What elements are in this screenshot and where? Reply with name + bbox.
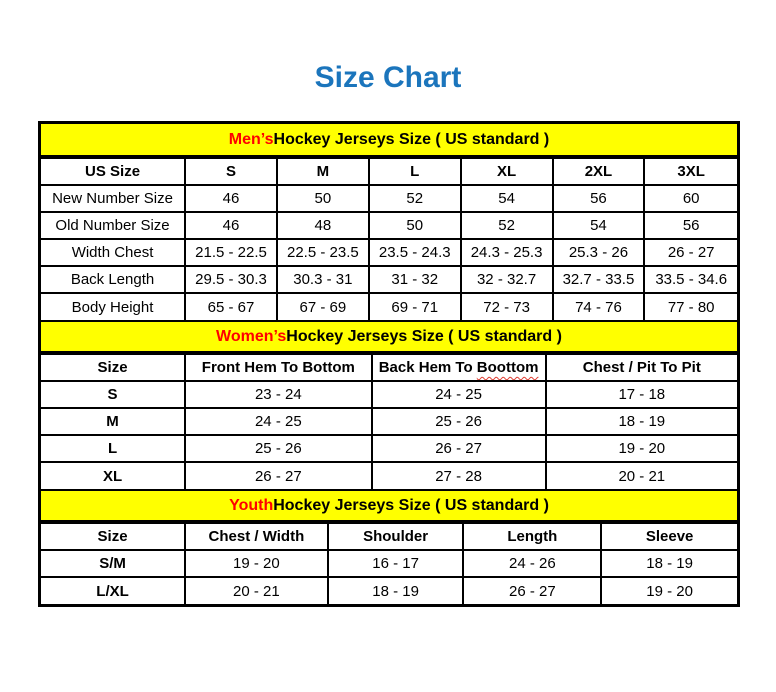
table-cell: 48 (277, 212, 369, 239)
table-cell: 54 (461, 185, 553, 212)
table-cell: S/M (41, 550, 185, 577)
table-cell: 16 - 17 (328, 550, 464, 577)
table-row (41, 550, 737, 577)
table-cell: 50 (277, 185, 369, 212)
misspelled-word: Boottom (476, 359, 539, 376)
table-cell: XL (41, 462, 185, 489)
youth-size-table (41, 522, 737, 604)
table-cell: Body Height (41, 293, 185, 320)
column-header: Front Hem To Bottom (185, 354, 372, 381)
table-cell: 23 - 24 (185, 381, 372, 408)
table-cell: 67 - 69 (277, 293, 369, 320)
table-cell: 27 - 28 (372, 462, 546, 489)
youth-banner (41, 489, 737, 522)
column-header: Sleeve (601, 523, 737, 550)
table-cell: 33.5 - 34.6 (644, 266, 737, 293)
table-cell: 19 - 20 (185, 550, 328, 577)
table-cell: 72 - 73 (461, 293, 553, 320)
table-cell: 52 (461, 212, 553, 239)
table-row (41, 293, 737, 320)
table-row (41, 266, 737, 293)
table-cell: 29.5 - 30.3 (185, 266, 277, 293)
table-cell: L (41, 435, 185, 462)
column-header: Size (41, 354, 185, 381)
table-cell: 46 (185, 185, 277, 212)
column-header: Length (463, 523, 601, 550)
table-cell: 25.3 - 26 (553, 239, 645, 266)
column-header: Size (41, 523, 185, 550)
mens-banner (41, 124, 737, 157)
column-header: S (185, 158, 277, 185)
table-cell: 46 (185, 212, 277, 239)
table-cell: Width Chest (41, 239, 185, 266)
table-cell: 24 - 26 (463, 550, 601, 577)
page-title: Size Chart (314, 61, 462, 94)
table-row (41, 408, 737, 435)
table-cell: Back Length (41, 266, 185, 293)
column-header: XL (461, 158, 553, 185)
table-cell: 26 - 27 (372, 435, 546, 462)
table-cell: 26 - 27 (185, 462, 372, 489)
mens-banner-text: Hockey Jerseys Size ( US standard ) (273, 130, 550, 148)
size-chart (38, 121, 740, 607)
table-cell: 19 - 20 (601, 577, 737, 604)
table-row (41, 239, 737, 266)
column-header: 2XL (553, 158, 645, 185)
table-row (41, 577, 737, 604)
womens-banner-highlight: Women’s (216, 327, 287, 345)
table-cell: 21.5 - 22.5 (185, 239, 277, 266)
table-cell: 56 (553, 185, 645, 212)
youth-size-section (41, 489, 737, 604)
table-cell: 65 - 67 (185, 293, 277, 320)
table-row (41, 462, 737, 489)
column-header: Chest / Pit To Pit (546, 354, 737, 381)
mens-size-section (41, 124, 737, 320)
table-cell: 52 (369, 185, 461, 212)
table-cell: M (41, 408, 185, 435)
table-cell: 30.3 - 31 (277, 266, 369, 293)
womens-banner (41, 320, 737, 353)
table-cell: 31 - 32 (369, 266, 461, 293)
womens-size-section (41, 320, 737, 489)
table-row (41, 435, 737, 462)
column-header: 3XL (644, 158, 737, 185)
table-cell: 18 - 19 (601, 550, 737, 577)
table-row (41, 212, 737, 239)
table-cell: 56 (644, 212, 737, 239)
table-row (41, 185, 737, 212)
table-cell: 32 - 32.7 (461, 266, 553, 293)
womens-size-table (41, 353, 737, 489)
header-row (41, 354, 737, 381)
column-header: US Size (41, 158, 185, 185)
table-cell: 23.5 - 24.3 (369, 239, 461, 266)
youth-banner-highlight: Youth (229, 496, 274, 514)
table-cell: Old Number Size (41, 212, 185, 239)
table-cell: 20 - 21 (185, 577, 328, 604)
table-cell: 18 - 19 (328, 577, 464, 604)
table-cell: 32.7 - 33.5 (553, 266, 645, 293)
table-cell: 26 - 27 (463, 577, 601, 604)
mens-size-table (41, 157, 737, 320)
table-row (41, 381, 737, 408)
column-header: Shoulder (328, 523, 464, 550)
table-cell: 24 - 25 (185, 408, 372, 435)
table-cell: 25 - 26 (372, 408, 546, 435)
table-cell: 69 - 71 (369, 293, 461, 320)
table-cell: 20 - 21 (546, 462, 737, 489)
youth-banner-text: Hockey Jerseys Size ( US standard ) (273, 496, 549, 514)
table-cell: 22.5 - 23.5 (277, 239, 369, 266)
table-cell: 25 - 26 (185, 435, 372, 462)
table-cell: L/XL (41, 577, 185, 604)
womens-banner-text: Hockey Jerseys Size ( US standard ) (286, 327, 562, 345)
table-cell: 17 - 18 (546, 381, 737, 408)
table-cell: 50 (369, 212, 461, 239)
column-header: Chest / Width (185, 523, 328, 550)
header-row (41, 523, 737, 550)
table-cell: 19 - 20 (546, 435, 737, 462)
table-cell: 74 - 76 (553, 293, 645, 320)
header-row (41, 158, 737, 185)
table-cell: 18 - 19 (546, 408, 737, 435)
mens-banner-highlight: Men’s (228, 130, 274, 148)
table-cell: 54 (553, 212, 645, 239)
table-cell: New Number Size (41, 185, 185, 212)
column-header: Back Hem To Boottom (372, 354, 546, 381)
table-cell: 60 (644, 185, 737, 212)
table-cell: S (41, 381, 185, 408)
table-cell: 24.3 - 25.3 (461, 239, 553, 266)
table-cell: 77 - 80 (644, 293, 737, 320)
table-cell: 26 - 27 (644, 239, 737, 266)
column-header: L (369, 158, 461, 185)
table-cell: 24 - 25 (372, 381, 546, 408)
column-header: M (277, 158, 369, 185)
